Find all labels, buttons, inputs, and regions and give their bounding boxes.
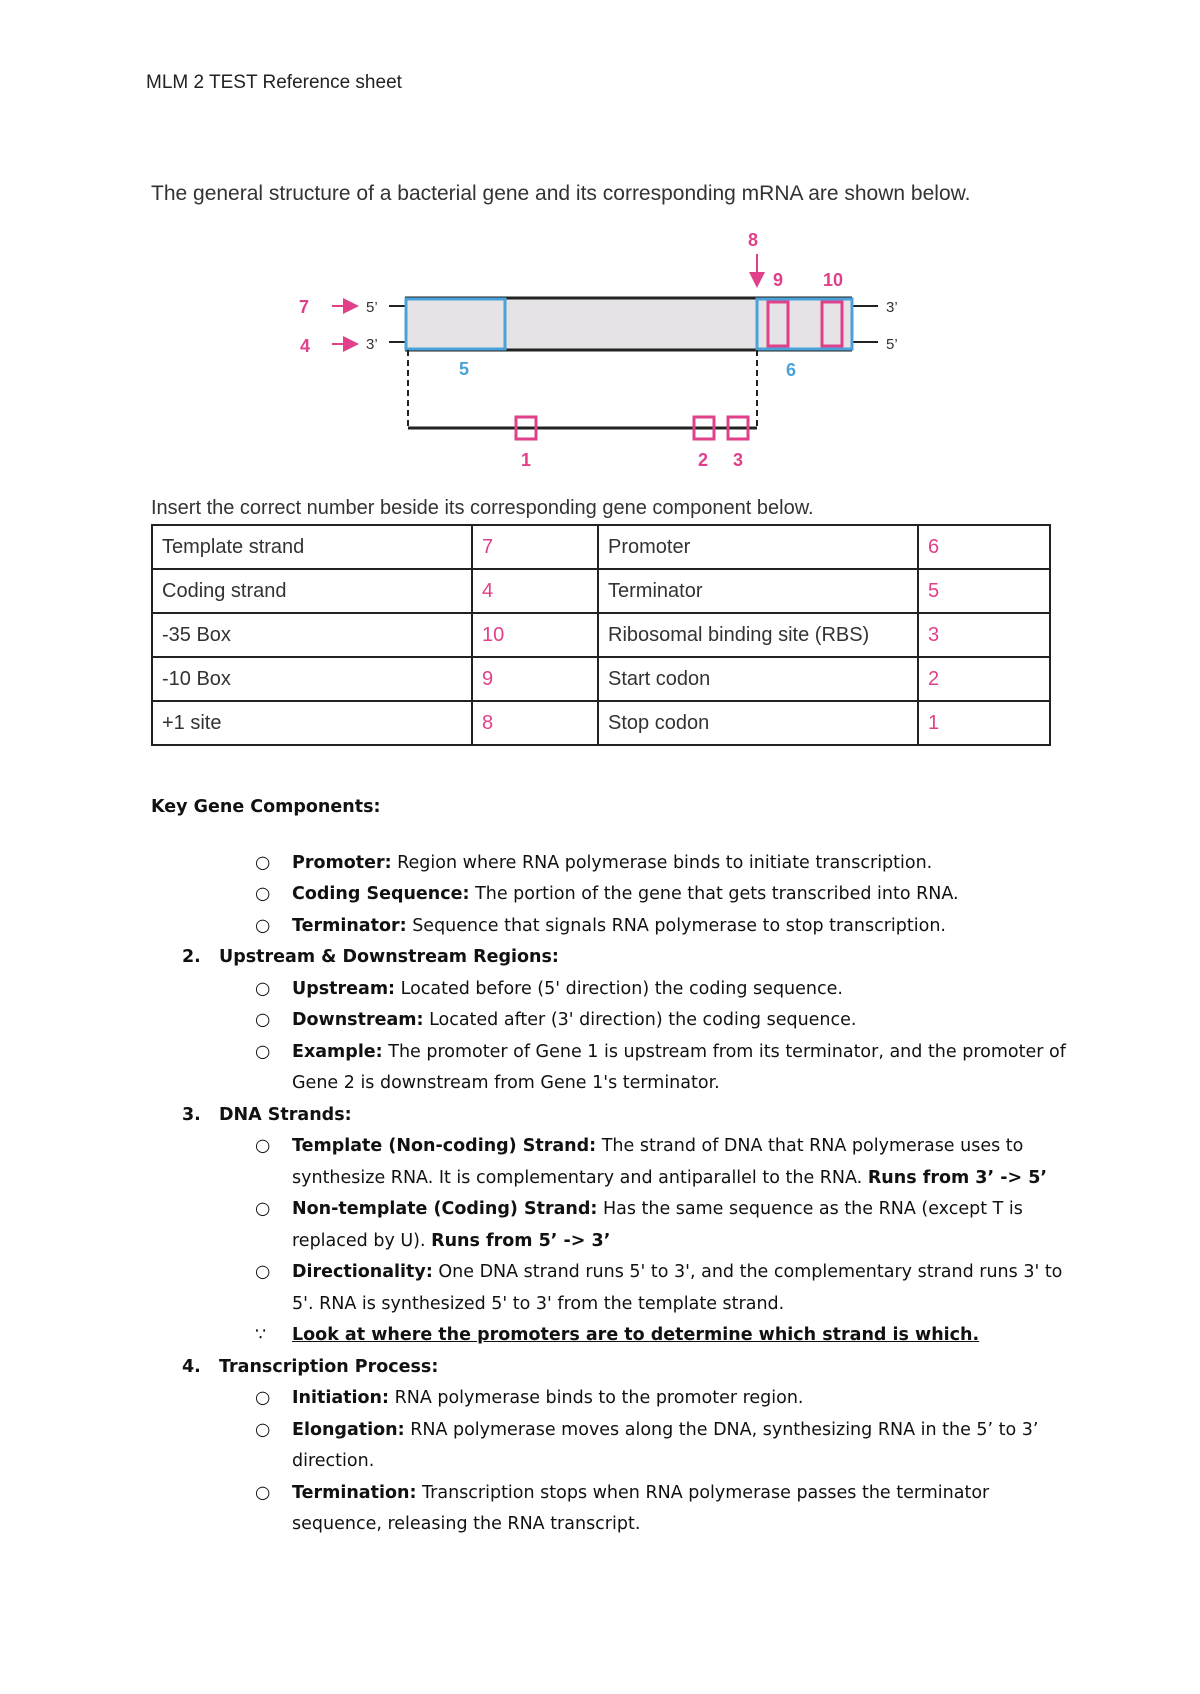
label-1: 1 bbox=[521, 450, 532, 470]
table-instruction: Insert the correct number beside its corresponding gene component below. bbox=[151, 497, 814, 519]
component-name: Ribosomal binding site (RBS) bbox=[598, 613, 918, 657]
key-components-title: Key Gene Components: bbox=[151, 797, 381, 817]
label-3: 3 bbox=[733, 450, 744, 470]
component-number: 8 bbox=[472, 701, 598, 745]
strand-top-right: 3’ bbox=[886, 299, 898, 316]
section-3-title: 3. DNA Strands: bbox=[182, 1104, 352, 1125]
strand-top-left: 5’ bbox=[366, 299, 378, 316]
downstream-item: ○ Downstream: Located after (3' direction) the coding sequence. bbox=[151, 1005, 1071, 1037]
bullet-icon: ○ bbox=[255, 1041, 271, 1062]
notes-section bbox=[151, 792, 1071, 1541]
directionality-item: ○ Directionality: One DNA strand runs 5' to 3', and the complementary strand runs 3' to 5'. RNA is synthesized 5' to 3' from the template strand. bbox=[151, 1257, 1071, 1320]
component-name: -35 Box bbox=[152, 613, 472, 657]
component-name: -10 Box bbox=[152, 657, 472, 701]
component-number: 7 bbox=[472, 525, 598, 569]
key-item-promoter: ○ Promoter: Region where RNA polymerase binds to initiate transcription. bbox=[151, 848, 1071, 880]
page-header: MLM 2 TEST Reference sheet bbox=[146, 72, 402, 93]
bullet-alt-icon: ∵ bbox=[255, 1325, 267, 1345]
section-4-title: 4. Transcription Process: bbox=[182, 1356, 439, 1377]
answer-row bbox=[152, 525, 1050, 569]
initiation-item: ○ Initiation: RNA polymerase binds to the promoter region. bbox=[151, 1383, 1071, 1415]
component-name: Template strand bbox=[152, 525, 472, 569]
bullet-icon: ○ bbox=[255, 1199, 271, 1219]
label-10: 10 bbox=[823, 270, 844, 290]
bullet-icon: ○ bbox=[255, 915, 271, 936]
example-item: ○ Example: The promoter of Gene 1 is upstream from its terminator, and the promoter of Gene 2 is downstream from Gene 1's terminator. bbox=[151, 1037, 1071, 1100]
gene-body bbox=[405, 298, 852, 350]
label-7: 7 bbox=[299, 297, 310, 317]
bullet-icon: ○ bbox=[255, 978, 271, 999]
strand-bottom-left: 3’ bbox=[366, 336, 378, 353]
bullet-icon: ○ bbox=[255, 884, 271, 904]
component-name: Start codon bbox=[598, 657, 918, 701]
coding-strand-item: ○ Non-template (Coding) Strand: Has the same sequence as the RNA (except T is replaced by U). Runs from 5’ -> 3’ bbox=[151, 1194, 1071, 1257]
label-5: 5 bbox=[459, 359, 470, 379]
promoter-hint-item: ∵ Look at where the promoters are to determine which strand is which. bbox=[151, 1320, 1071, 1352]
label-8: 8 bbox=[748, 230, 759, 250]
upstream-item: ○ Upstream: Located before (5' direction) the coding sequence. bbox=[151, 974, 1071, 1006]
key-item-coding: ○ Coding Sequence: The portion of the gene that gets transcribed into RNA. bbox=[151, 879, 1071, 911]
component-name: Terminator bbox=[598, 569, 918, 613]
bullet-icon: ○ bbox=[255, 1010, 271, 1030]
label-6: 6 bbox=[786, 360, 797, 380]
component-name: Promoter bbox=[598, 525, 918, 569]
component-number: 3 bbox=[918, 613, 1050, 657]
strand-bottom-right: 5’ bbox=[886, 336, 898, 353]
component-number: 4 bbox=[472, 569, 598, 613]
bullet-icon: ○ bbox=[255, 852, 271, 873]
section-2-title: 2. Upstream & Downstream Regions: bbox=[182, 947, 559, 967]
termination-item: ○ Termination: Transcription stops when RNA polymerase passes the terminator sequence, releasing the RNA transcript. bbox=[151, 1478, 1071, 1541]
component-name: +1 site bbox=[152, 701, 472, 745]
gene-structure-diagram bbox=[0, 0, 1200, 480]
component-number: 1 bbox=[918, 701, 1050, 745]
answer-row bbox=[152, 613, 1050, 657]
component-number: 10 bbox=[472, 613, 598, 657]
label-9: 9 bbox=[773, 270, 784, 290]
bullet-icon: ○ bbox=[255, 1388, 271, 1408]
key-item-terminator: ○ Terminator: Sequence that signals RNA polymerase to stop transcription. bbox=[151, 911, 1071, 943]
template-strand-item: ○ Template (Non-coding) Strand: The strand of DNA that RNA polymerase uses to synthesize RNA. It is complementary and antiparallel to the RNA. Runs from 3’ -> 5’ bbox=[151, 1131, 1071, 1194]
answer-row bbox=[152, 701, 1050, 745]
bullet-icon: ○ bbox=[255, 1419, 271, 1440]
bullet-icon: ○ bbox=[255, 1482, 271, 1503]
answer-row bbox=[152, 569, 1050, 613]
elongation-item: ○ Elongation: RNA polymerase moves along the DNA, synthesizing RNA in the 5’ to 3’ direction. bbox=[151, 1415, 1071, 1478]
component-name: Stop codon bbox=[598, 701, 918, 745]
answer-row bbox=[152, 657, 1050, 701]
bullet-icon: ○ bbox=[255, 1136, 271, 1156]
component-number: 5 bbox=[918, 569, 1050, 613]
component-number: 6 bbox=[918, 525, 1050, 569]
component-number: 2 bbox=[918, 657, 1050, 701]
bullet-icon: ○ bbox=[255, 1262, 271, 1282]
label-2: 2 bbox=[698, 450, 709, 470]
intro-text: The general structure of a bacterial gene and its corresponding mRNA are shown below. bbox=[151, 182, 971, 205]
component-number: 9 bbox=[472, 657, 598, 701]
answer-table bbox=[151, 524, 1051, 746]
label-4: 4 bbox=[300, 336, 311, 356]
component-name: Coding strand bbox=[152, 569, 472, 613]
